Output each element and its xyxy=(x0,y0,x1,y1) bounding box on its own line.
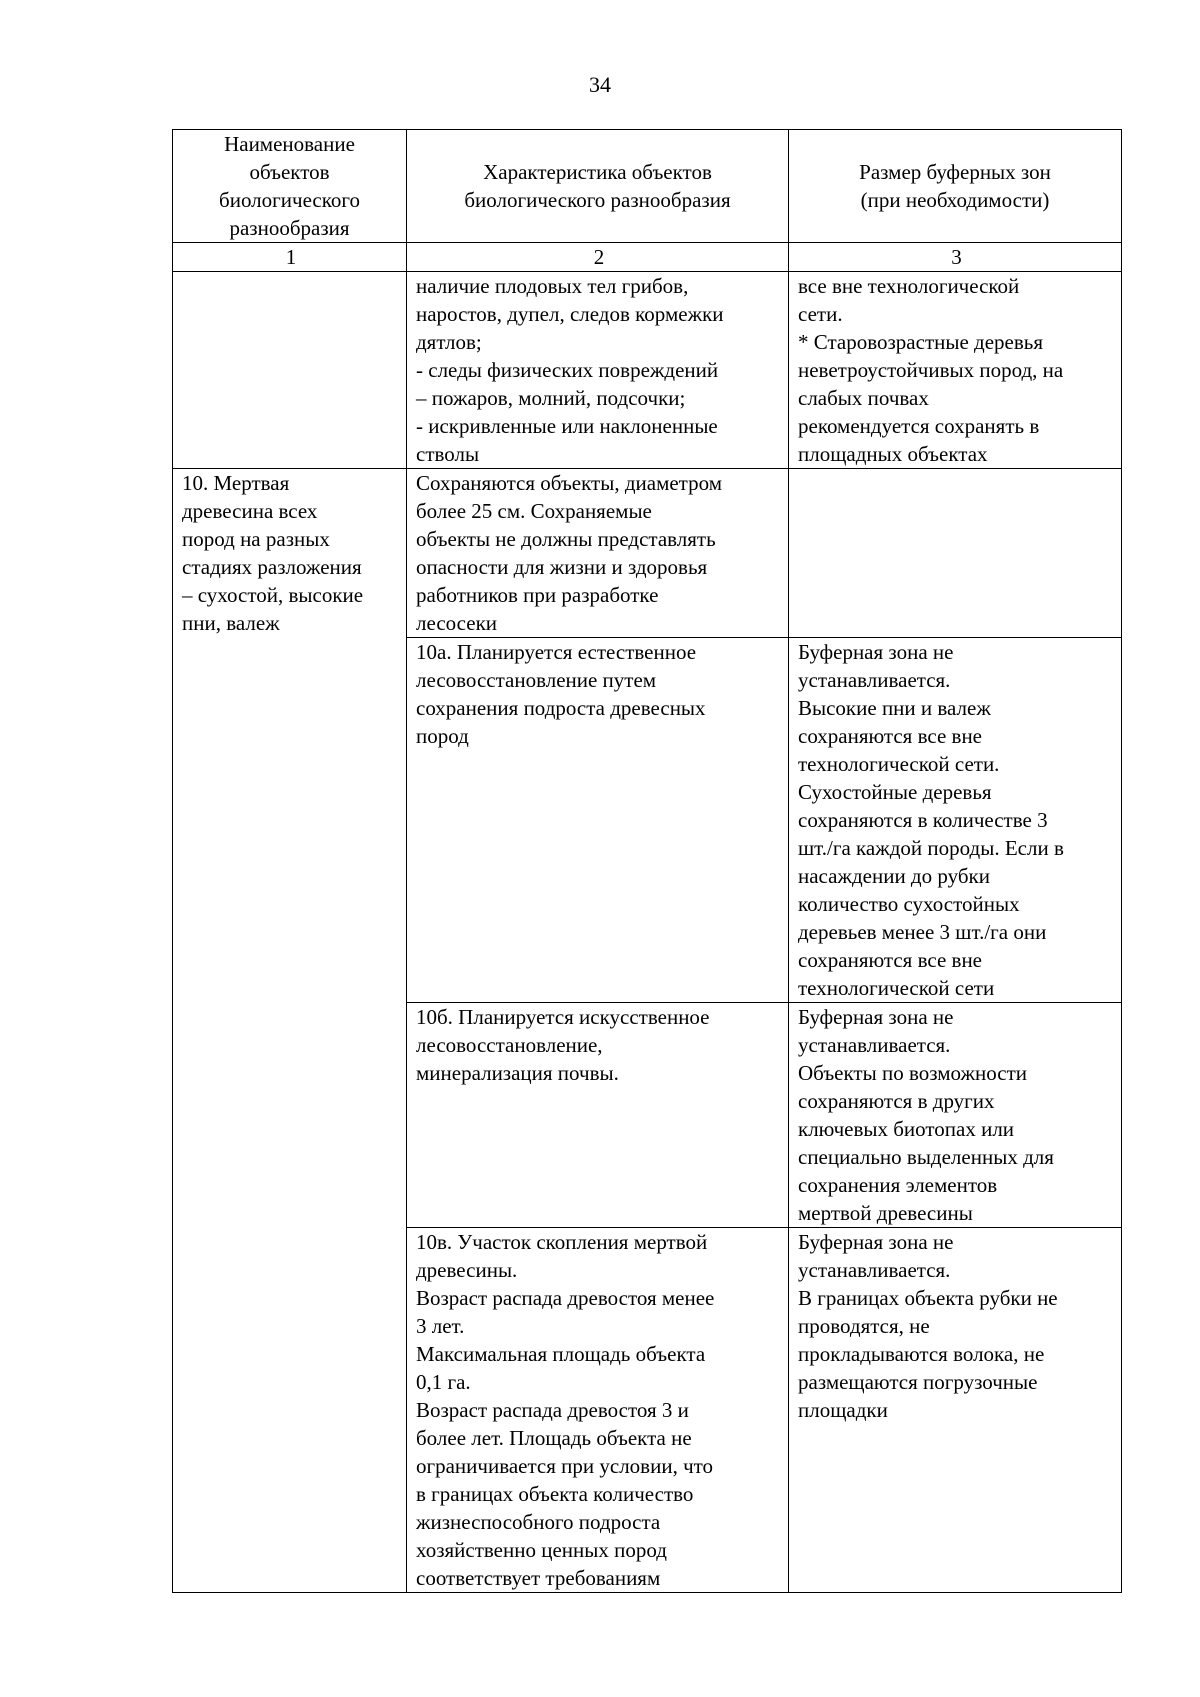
header-col-2: Характеристика объектов биологического разнообразия xyxy=(407,130,789,243)
row-characteristic-cell: Сохраняются объекты, диаметром более 25 см. Сохраняемые объекты не должны представлять опасности для жизни и здоровья работников при разработке лесосеки xyxy=(407,469,789,638)
column-number-row xyxy=(173,243,1122,272)
column-number: 1 xyxy=(173,243,407,272)
row-buffer-zone-cell: все вне технологической сети. * Старовозрастные деревья неветроустойчивых пород, на слабых почвах рекомендуется сохранять в площадных объектах xyxy=(789,272,1122,469)
table-row xyxy=(173,469,1122,638)
header-col-1: Наименование объектов биологического разнообразия xyxy=(173,130,407,243)
row-characteristic-cell: наличие плодовых тел грибов, наростов, дупел, следов кормежки дятлов; - следы физических повреждений – пожаров, молний, подсочки; - искривленные или наклоненные стволы xyxy=(407,272,789,469)
column-number: 3 xyxy=(789,243,1122,272)
column-number: 2 xyxy=(407,243,789,272)
row-characteristic-cell: 10в. Участок скопления мертвой древесины. Возраст распада древостоя менее 3 лет. Максимальная площадь объекта 0,1 га. Возраст распада древостоя 3 и более лет. Площадь объекта не ограничивается при условии, что в границах объекта количество жизнеспособного подроста хозяйственно ценных пород соответствует требованиям xyxy=(407,1228,789,1593)
row-name-cell: 10. Мертвая древесина всех пород на разных стадиях разложения – сухостой, высокие пни, валеж xyxy=(173,469,407,1593)
row-buffer-zone-cell: Буферная зона не устанавливается. Объекты по возможности сохраняются в других ключевых биотопах или специально выделенных для сохранения элементов мертвой древесины xyxy=(789,1003,1122,1228)
row-buffer-zone-cell: Буферная зона не устанавливается. Высокие пни и валеж сохраняются все вне технологической сети. Сухостойные деревья сохраняются в количестве 3 шт./га каждой породы. Если в насаждении до рубки количество сухостойных деревьев менее 3 шт./га они сохраняются все вне технологической сети xyxy=(789,638,1122,1003)
biodiversity-table xyxy=(172,129,1122,1593)
table-header-row xyxy=(173,130,1122,243)
row-name-cell xyxy=(173,272,407,469)
row-characteristic-cell: 10а. Планируется естественное лесовосстановление путем сохранения подроста древесных пород xyxy=(407,638,789,1003)
header-col-3: Размер буферных зон (при необходимости) xyxy=(789,130,1122,243)
row-buffer-zone-cell: Буферная зона не устанавливается. В границах объекта рубки не проводятся, не прокладываются волока, не размещаются погрузочные площадки xyxy=(789,1228,1122,1593)
page-number: 34 xyxy=(589,72,611,97)
row-characteristic-cell: 10б. Планируется искусственное лесовосстановление, минерализация почвы. xyxy=(407,1003,789,1228)
table-row xyxy=(173,272,1122,469)
row-buffer-zone-cell xyxy=(789,469,1122,638)
